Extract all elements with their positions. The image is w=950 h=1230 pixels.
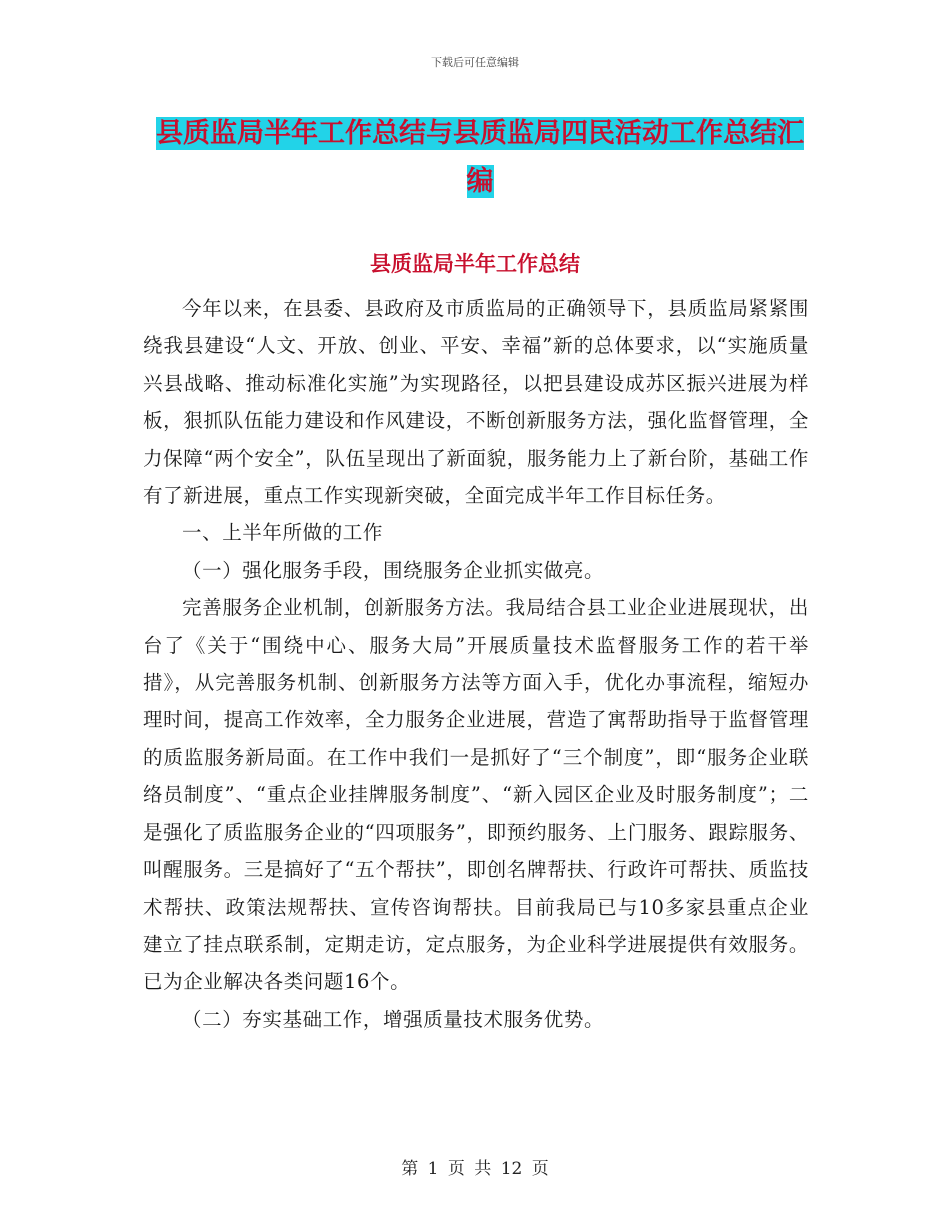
section-title: 县质监局半年工作总结 xyxy=(370,252,580,276)
subheading-foundation: （二）夯实基础工作，增强质量技术服务优势。 xyxy=(182,1007,605,1031)
page-footer: 第 1 页 共 12 页 xyxy=(401,1159,549,1179)
paragraph-intro: 今年以来，在县委、县政府及市质监局的正确领导下，县质监局紧紧围绕我县建设“人文、开放、创业、平安、幸福”新的总体要求，以“实施质量兴县战略、推动标准化实施”为实现路径，以把县建设成苏区振兴进展为样板，狠抓队伍能力建设和作风建设，不断创新服务方法，强化监督管理，全力保障“两个安全”，队伍呈现出了新面貌，服务能力上了新台阶，基础工作有了新进展，重点工作实现新突破，全面完成半年工作目标任务。 xyxy=(143,297,809,508)
document-title-text: 县质监局半年工作总结与县质监局四民活动工作总结汇编 xyxy=(156,118,804,197)
document-title xyxy=(150,110,810,206)
paragraph-service-mechanism: 完善服务企业机制，创新服务方法。我局结合县工业企业进展现状，出台了《关于“围绕中心、服务大局”开展质量技术监督服务工作的若干举措》，从完善服务机制、创新服务方法等方面入手，优化办事流程，缩短办理时间，提高工作效率，全力服务企业进展，营造了寓帮助指导于监督管理的质监服务新局面。在工作中我们一是抓好了“三个制度”，即“服务企业联络员制度”、“重点企业挂牌服务制度”、“新入园区企业及时服务制度”；二是强化了质监服务企业的“四项服务”，即预约服务、上门服务、跟踪服务、叫醒服务。三是搞好了“五个帮扶”，即创名牌帮扶、行政许可帮扶、质监技术帮扶、政策法规帮扶、宣传咨询帮扶。目前我局已与10多家县重点企业建立了挂点联系制，定期走访，定点服务，为企业科学进展提供有效服务。已为企业解决各类问题16个。 xyxy=(143,596,809,994)
document-body xyxy=(143,290,809,1038)
subheading-service: （一）强化服务手段，围绕服务企业抓实做亮。 xyxy=(182,558,605,582)
header-note: 下载后可任意编辑 xyxy=(431,56,519,69)
heading-first-half-work: 一、上半年所做的工作 xyxy=(182,521,384,545)
